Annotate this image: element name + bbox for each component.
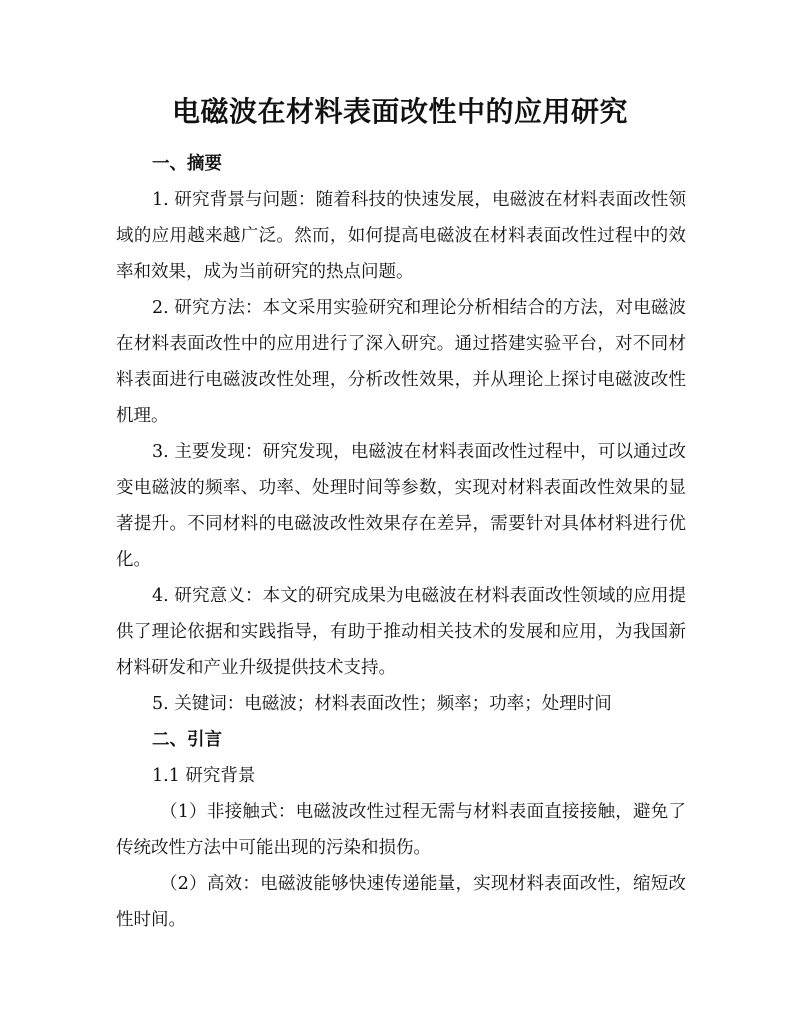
subsection-heading-background: 1.1 研究背景 [152, 766, 256, 786]
document-body [116, 146, 686, 938]
intro-item-efficient: （2）高效：电磁波能够快速传递能量，实现材料表面改性，缩短改性时间。 [116, 874, 686, 930]
section-heading-abstract: 一、摘要 [152, 154, 222, 174]
abstract-paragraph-findings: 3. 主要发现：研究发现，电磁波在材料表面改性过程中，可以通过改变电磁波的频率、功率、处理时间等参数，实现对材料表面改性效果的显著提升。不同材料的电磁波改性效果存在差异，需要针对具体材料进行优化。 [116, 442, 686, 570]
abstract-paragraph-method: 2. 研究方法：本文采用实验研究和理论分析相结合的方法，对电磁波在材料表面改性中的应用进行了深入研究。通过搭建实验平台，对不同材料表面进行电磁波改性处理，分析改性效果，并从理论上探讨电磁波改性机理。 [116, 298, 686, 426]
section-heading-introduction: 二、引言 [152, 730, 222, 750]
abstract-paragraph-background: 1. 研究背景与问题：随着科技的快速发展，电磁波在材料表面改性领域的应用越来越广泛。然而，如何提高电磁波在材料表面改性过程中的效率和效果，成为当前研究的热点问题。 [116, 190, 686, 282]
document-title: 电磁波在材料表面改性中的应用研究 [171, 95, 628, 128]
intro-item-noncontact: （1）非接触式：电磁波改性过程无需与材料表面直接接触，避免了传统改性方法中可能出现的污染和损伤。 [116, 802, 686, 858]
abstract-paragraph-significance: 4. 研究意义：本文的研究成果为电磁波在材料表面改性领域的应用提供了理论依据和实践指导，有助于推动相关技术的发展和应用，为我国新材料研发和产业升级提供技术支持。 [116, 586, 686, 678]
abstract-paragraph-keywords: 5. 关键词：电磁波；材料表面改性；频率；功率；处理时间 [152, 694, 612, 714]
